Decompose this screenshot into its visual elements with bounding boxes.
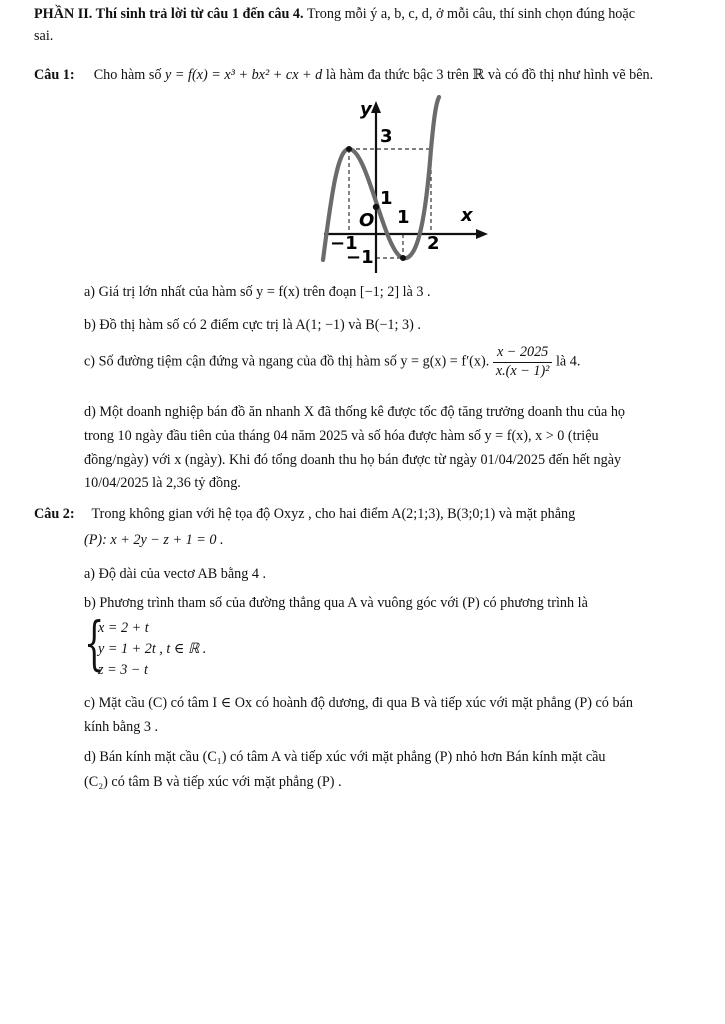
q2-item-b-system: [84, 609, 284, 682]
q1-prompt: [34, 64, 714, 86]
point-1-neg1: [400, 255, 406, 261]
q1-item-c-denominator: x.(x − 1)²: [495, 362, 550, 379]
label-xneg1: −1: [330, 233, 358, 254]
label-y1: 1: [380, 188, 393, 209]
q2-label: Câu 2:: [34, 506, 75, 522]
system-lines: [98, 618, 206, 681]
point-neg1-3: [346, 146, 352, 152]
label-y: y: [360, 99, 372, 120]
q1-item-c-numerator: x − 2025: [493, 344, 553, 363]
q2-prompt-text: Trong không gian với hệ tọa độ Oxyz , cho hai điểm A(2;1;3), B(3;0;1) và mặt phẳng: [91, 506, 576, 522]
y-axis-arrow: [371, 101, 381, 113]
system-line-y: y = 1 + 2t , t ∈ ℝ .: [98, 641, 207, 657]
system-line-z: z = 3 − t: [98, 662, 148, 678]
q2-item-b-line1: b) Phương trình tham số của đường thẳng qua A và vuông góc với (P) có phương trình là: [84, 595, 588, 611]
x-axis-arrow: [476, 229, 488, 239]
part-header: [34, 3, 714, 25]
q1-item-d-line4: 10/04/2025 là 2,36 tỷ đồng.: [84, 475, 241, 491]
system-line-x: x = 2 + t: [98, 620, 149, 636]
q1-prompt-pre: Cho hàm số: [93, 67, 162, 83]
q1-item-c-fraction: [493, 344, 553, 381]
q1-item-d-line3: đồng/ngày) với x (ngày). Khi đó tổng doanh thu họ bán được từ ngày 01/04/2025 đến hết ngày: [84, 452, 622, 468]
q1-item-a: a) Giá trị lớn nhất của hàm số y = f(x) trên đoạn [−1; 2] là 3 .: [84, 284, 431, 300]
label-yneg1: −1: [346, 247, 374, 268]
q1-item-c-post: là 4.: [555, 353, 581, 370]
q2-item-c-line2: kính bằng 3 .: [84, 719, 159, 735]
q1-item-b: b) Đồ thị hàm số có 2 điểm cực trị là A(1; −1) và B(−1; 3) .: [84, 317, 421, 333]
cubic-graph: [318, 95, 493, 275]
q2-item-d-line1: d) Bán kính mặt cầu (C₁) có tâm A và tiếp xúc với mặt phẳng (P) nhỏ hơn Bán kính mặt cầu: [84, 749, 606, 765]
q2-item-d-line2: (C₂) có tâm B và tiếp xúc với mặt phẳng (P) .: [84, 774, 342, 790]
q1-item-c-pre: c) Số đường tiệm cận đứng và ngang của đồ thị hàm số y = g(x) = f′(x).: [84, 353, 490, 370]
part-instruction-line2: sai.: [34, 28, 54, 44]
q2-item-c-line1: c) Mặt cầu (C) có tâm I ∈ Ox có hoành độ dương, đi qua B và tiếp xúc với mặt phẳng (P) có bán: [84, 695, 633, 711]
label-x: x: [461, 205, 473, 226]
q1-item-d-line1: d) Một doanh nghiệp bán đồ ăn nhanh X đã thống kê được tốc độ tăng trưởng doanh thu của họ: [84, 404, 626, 420]
label-y3: 3: [380, 126, 393, 147]
q1-item-c: [84, 344, 580, 381]
q2-prompt-line1: [34, 503, 575, 525]
q1-item-d-line2: trong 10 ngày đầu tiên của tháng 04 năm 2025 và số hóa được hàm số y = f(x), x > 0 (triệu: [84, 428, 599, 444]
label-x2: 2: [427, 233, 440, 254]
label-origin: O: [359, 210, 375, 231]
label-x1: 1: [397, 207, 410, 228]
q1-prompt-post: là hàm đa thức bậc 3 trên ℝ và có đồ thị như hình vẽ bên.: [325, 67, 654, 83]
system-brace: {: [84, 609, 105, 677]
q2-prompt-line2: (P): x + 2y − z + 1 = 0 .: [84, 532, 224, 548]
q2-item-a: a) Độ dài của vectơ AB bằng 4 .: [84, 566, 267, 582]
part-title: PHẦN II. Thí sinh trả lời từ câu 1 đến câu 4.: [34, 6, 304, 22]
q1-function-expr: y = f(x) = x³ + bx² + cx + d: [165, 67, 323, 83]
part-instruction-line1: Trong mỗi ý a, b, c, d, ở mỗi câu, thí sinh chọn đúng hoặc: [306, 6, 635, 22]
q1-label: Câu 1:: [34, 67, 75, 83]
